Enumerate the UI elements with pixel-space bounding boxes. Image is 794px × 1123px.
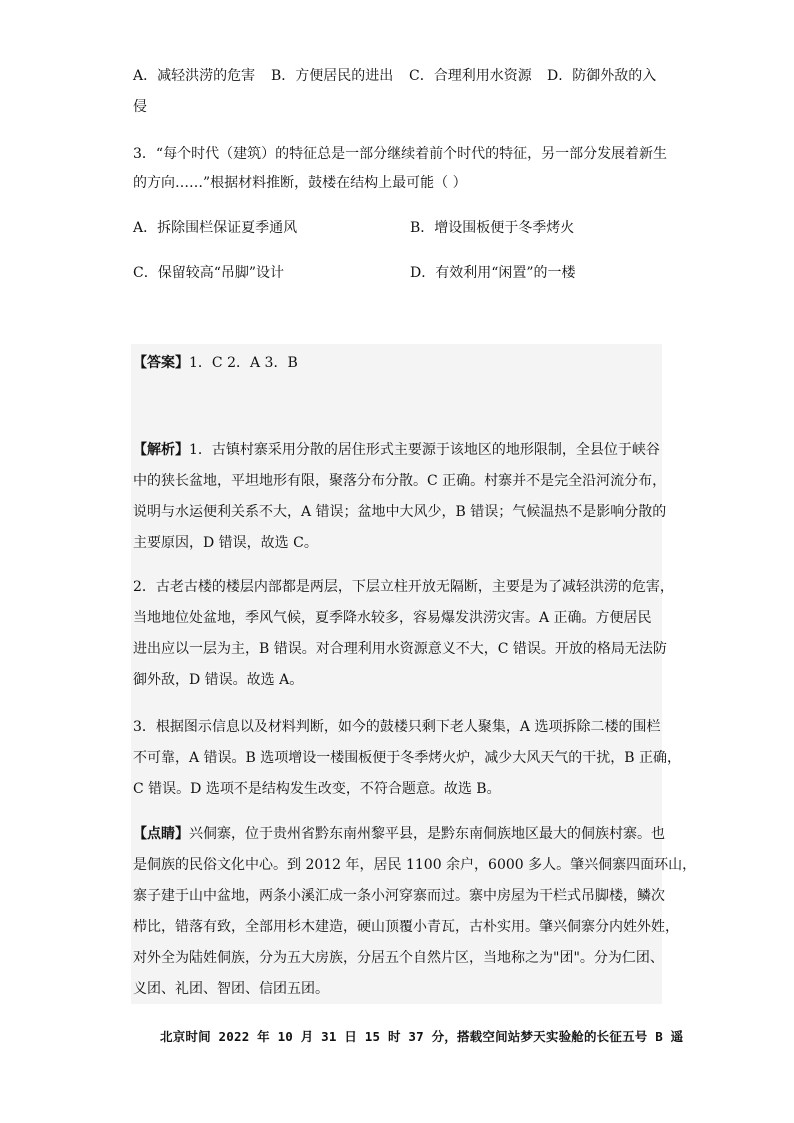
tip-line4: 栉比，错落有致，全部用杉木建造，硬山顶覆小青瓦，古朴实用。肇兴侗寨分内姓外姓， (133, 919, 679, 935)
q2-option-d: D．防御外敌的入 (547, 68, 657, 84)
q2-option-a: A．减轻洪涝的危害 (133, 68, 256, 84)
q2-option-b: B．方便居民的进出 (271, 68, 394, 84)
tip-line5: 对外全为陆姓侗族，分为五大房族，分居五个自然片区，当地称之为"团"。分为仁团、 (133, 950, 664, 966)
analysis-p1-line4: 主要原因，D 错误，故选 C。 (133, 535, 318, 551)
tip-text1: 兴侗寨，位于贵州省黔东南州黎平县，是黔东南侗族地区最大的侗族村寨。也 (189, 826, 665, 842)
analysis-p2-line3: 进出应以一层为主，B 错误。对合理利用水资源意义不大，C 错误。开放的格局无法防 (133, 641, 667, 657)
q3-option-c: C．保留较高“吊脚”设计 (133, 265, 285, 281)
q3-options-row-2 (133, 264, 693, 282)
tip-line3: 寨子建于山中盆地，两条小溪汇成一条小河穿寨而过。寨中房屋为干栏式吊脚楼，鳞次 (133, 888, 665, 904)
analysis-p1-line2: 中的狭长盆地，平坦地形有限，聚落分布分散。C 正确。村寨并不是完全沿河流分布， (133, 473, 667, 489)
analysis-p1-text1: 1．古镇村寨采用分散的居住形式主要源于该地区的地形限制，全县位于峡谷 (189, 442, 660, 458)
analysis-p2-line1: 2．古老古楼的楼层内部都是两层，下层立柱开放无隔断，主要是为了减轻洪涝的危害， (133, 579, 674, 595)
q3-stem-line1: 3．“每个时代（建筑）的特征总是一部分继续着前个时代的特征，另一部分发展着新生 (133, 146, 668, 162)
answer-label: 【答案】 (133, 355, 189, 371)
analysis-p1-line3: 说明与水运便利关系不大，A 错误；盆地中大风少，B 错误；气候温热不是影响分散的 (133, 504, 667, 520)
tip-label: 【点睛】 (133, 826, 189, 842)
q3-option-a: A．拆除围栏保证夏季通风 (133, 220, 298, 236)
analysis-p3-line1: 3．根据图示信息以及材料判断，如今的鼓楼只剩下老人聚集，A 选项拆除二楼的围栏 (133, 719, 661, 735)
analysis-p2-line2: 当地地位处盆地，季风气候，夏季降水较多，容易爆发洪涝灾害。A 正确。方便居民 (133, 610, 652, 626)
analysis-label: 【解析】 (133, 442, 189, 458)
q3-option-b: B．增设围板便于冬季烤火 (410, 220, 575, 236)
q3-options-row-1 (133, 219, 693, 237)
answer-text: 1．C 2．A 3．B (189, 355, 298, 371)
answer-line (133, 354, 298, 372)
analysis-p3-line2: 不可靠，A 错误。B 选项增设一楼围板便于冬季烤火炉，减少大风天气的干扰，B 正确， (133, 750, 682, 766)
footer-text: 北京时间 2022 年 10 月 31 日 15 时 37 分，搭载空间站梦天实验舱的长征五号 B 遥 (160, 1029, 684, 1044)
q2-option-c: C．合理利用水资源 (409, 68, 532, 84)
analysis-p2-line4: 御外敌，D 错误。故选 A。 (133, 672, 304, 688)
analysis-p3-line3: C 错误。D 选项不是结构发生改变，不符合题意。故选 B。 (133, 781, 501, 797)
answer-block (131, 344, 697, 1004)
q3-option-d: D．有效利用“闲置”的一楼 (410, 265, 576, 281)
q2-options-row (133, 67, 693, 85)
tip-line1 (133, 825, 665, 843)
q2-option-d-wrap: 侵 (133, 99, 147, 115)
tip-line2: 是侗族的民俗文化中心。到 2012 年，居民 1100 余户，6000 多人。肇兴侗寨四面环山， (133, 857, 697, 873)
analysis-p1-line1 (133, 441, 660, 459)
tip-line6: 义团、礼团、智团、信团五团。 (133, 981, 329, 997)
q3-stem-line2: 的方向……”根据材料推断，鼓楼在结构上最可能（ ） (133, 175, 467, 191)
